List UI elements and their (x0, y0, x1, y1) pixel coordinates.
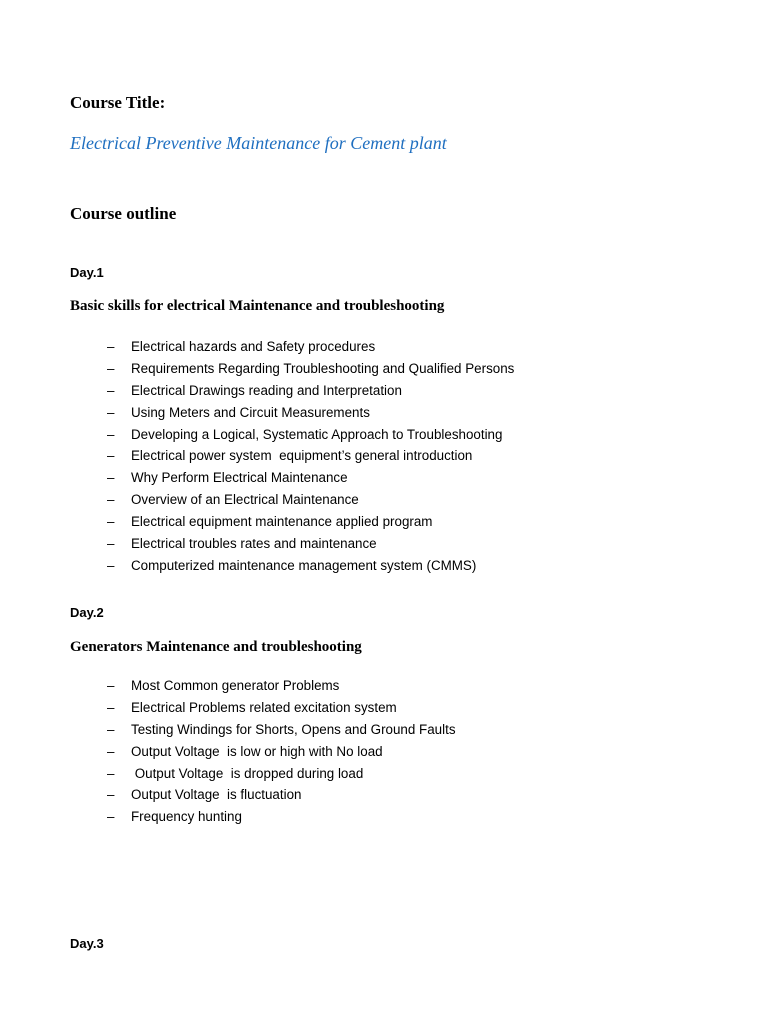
list-item-text: Electrical power system equipment’s general introduction (131, 448, 473, 464)
list-item-text: Output Voltage is dropped during load (131, 765, 364, 781)
dash-bullet-icon: – (107, 557, 115, 573)
list-item (107, 741, 456, 763)
list-item (107, 467, 514, 489)
list-item-text: Why Perform Electrical Maintenance (131, 470, 348, 486)
list-item-text: Overview of an Electrical Maintenance (131, 492, 359, 508)
list-item (107, 555, 514, 577)
dash-bullet-icon: – (107, 470, 115, 486)
dash-bullet-icon: – (107, 426, 115, 442)
dash-bullet-icon: – (107, 404, 115, 420)
dash-bullet-icon: – (107, 743, 115, 759)
dash-bullet-icon: – (107, 536, 115, 552)
list-item-text: Testing Windings for Shorts, Opens and Ground Faults (131, 721, 456, 737)
list-item-text: Most Common generator Problems (131, 678, 340, 693)
dash-bullet-icon: – (107, 809, 115, 825)
list-item (107, 380, 514, 402)
list-item-text: Electrical Drawings reading and Interpretation (131, 382, 402, 398)
dash-bullet-icon: – (107, 339, 115, 354)
list-item (107, 489, 514, 511)
list-item (107, 763, 456, 785)
course-title-label: Course Title: (70, 93, 166, 112)
dash-bullet-icon: – (107, 382, 115, 398)
list-item-text: Output Voltage is fluctuation (131, 787, 302, 803)
list-item (107, 697, 456, 719)
day-2-label: Day.2 (70, 605, 104, 620)
list-item (107, 675, 456, 697)
day-2-topic-list (107, 675, 456, 828)
list-item (107, 806, 456, 828)
dash-bullet-icon: – (107, 492, 115, 508)
list-item-text: Frequency hunting (131, 809, 242, 825)
dash-bullet-icon: – (107, 699, 115, 715)
day-1-section-title: Basic skills for electrical Maintenance and troubleshooting (70, 298, 445, 314)
list-item-text: Electrical Problems related excitation system (131, 699, 397, 715)
list-item (107, 424, 514, 446)
list-item (107, 533, 514, 555)
dash-bullet-icon: – (107, 678, 115, 693)
day-1-topic-list (107, 336, 514, 577)
dash-bullet-icon: – (107, 721, 115, 737)
list-item (107, 358, 514, 380)
list-item-text: Electrical equipment maintenance applied program (131, 514, 433, 530)
dash-bullet-icon: – (107, 360, 115, 376)
list-item (107, 719, 456, 741)
day-3-label: Day.3 (70, 936, 104, 951)
list-item (107, 336, 514, 358)
list-item-text: Electrical hazards and Safety procedures (131, 339, 376, 354)
list-item-text: Developing a Logical, Systematic Approach to Troubleshooting (131, 426, 503, 442)
list-item-text: Electrical troubles rates and maintenance (131, 536, 377, 552)
list-item (107, 445, 514, 467)
list-item (107, 402, 514, 424)
list-item (107, 784, 456, 806)
list-item-text: Requirements Regarding Troubleshooting and Qualified Persons (131, 360, 515, 376)
day-1-label: Day.1 (70, 265, 104, 280)
dash-bullet-icon: – (107, 448, 115, 464)
list-item-text: Using Meters and Circuit Measurements (131, 404, 370, 420)
dash-bullet-icon: – (107, 765, 115, 781)
outline-heading: Course outline (70, 204, 177, 223)
list-item-text: Output Voltage is low or high with No load (131, 743, 383, 759)
dash-bullet-icon: – (107, 787, 115, 803)
dash-bullet-icon: – (107, 514, 115, 530)
course-name: Electrical Preventive Maintenance for Cement plant (70, 133, 447, 153)
day-2-section-title: Generators Maintenance and troubleshooting (70, 639, 362, 655)
list-item-text: Computerized maintenance management system (CMMS) (131, 557, 477, 573)
list-item (107, 511, 514, 533)
